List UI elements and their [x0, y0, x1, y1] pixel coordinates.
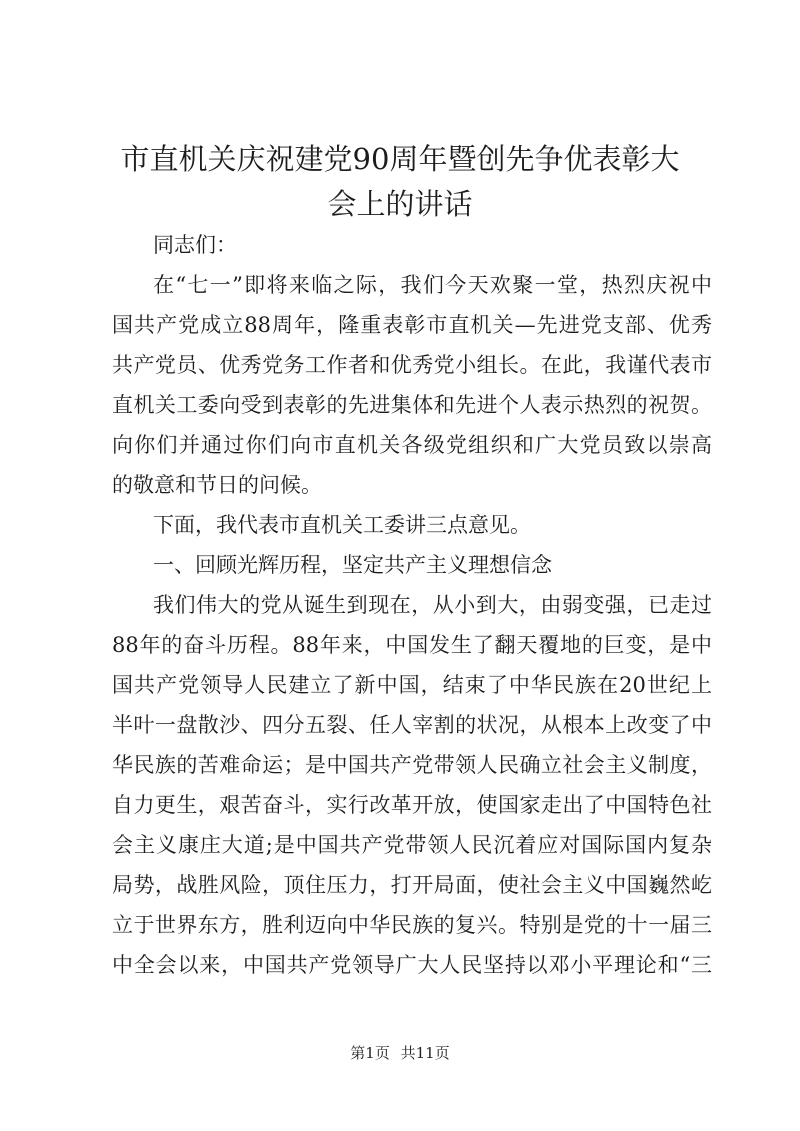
title-line: 市直机关庆祝建党90周年暨创先争优表彰大: [120, 142, 680, 176]
body-line: 的敬意和节日的问候。: [112, 473, 322, 497]
body-line: 华民族的苦难命运；是中国共产党带领人民确立社会主义制度，: [112, 753, 712, 777]
body-line: 在“七一”即将来临之际，我们今天欢聚一堂，热烈庆祝中: [153, 273, 712, 297]
body-line: 88年的奋斗历程。88年来，中国发生了翻天覆地的巨变，是中: [112, 633, 712, 657]
body-line: 中全会以来，中国共产党领导广大人民坚持以邓小平理论和“三: [112, 953, 712, 977]
section-heading: 一、回顾光辉历程，坚定共产主义理想信念: [153, 553, 552, 577]
title-line: 会上的讲话: [327, 187, 473, 221]
body-line: 我们伟大的党从诞生到现在，从小到大，由弱变强，已走过: [153, 593, 712, 617]
body-line: 下面，我代表市直机关工委讲三点意见。: [153, 513, 531, 537]
salutation: 同志们：: [153, 233, 237, 257]
body-line: 立于世界东方，胜利迈向中华民族的复兴。特别是党的十一届三: [112, 913, 712, 937]
body-line: 国共产党领导人民建立了新中国，结束了中华民族在20世纪上: [112, 673, 712, 697]
body-line: 自力更生，艰苦奋斗，实行改革开放，使国家走出了中国特色社: [112, 793, 712, 817]
body-line: 直机关工委向受到表彰的先进集体和先进个人表示热烈的祝贺。: [112, 393, 712, 417]
body-line: 共产党员、优秀党务工作者和优秀党小组长。在此，我谨代表市: [112, 353, 712, 377]
body-line: 国共产党成立88周年，隆重表彰市直机关—先进党支部、优秀: [112, 313, 712, 337]
document-title: [100, 137, 700, 227]
page-number-footer: 第1页 共11页: [350, 1044, 450, 1062]
body-line: 向你们并通过你们向市直机关各级党组织和广大党员致以崇高: [112, 433, 712, 457]
body-line: 会主义康庄大道;是中国共产党带领人民沉着应对国际国内复杂: [112, 833, 712, 857]
body-line: 局势，战胜风险，顶住压力，打开局面，使社会主义中国巍然屹: [112, 873, 712, 897]
document-body: [112, 225, 712, 985]
body-line: 半叶一盘散沙、四分五裂、任人宰割的状况，从根本上改变了中: [112, 713, 712, 737]
